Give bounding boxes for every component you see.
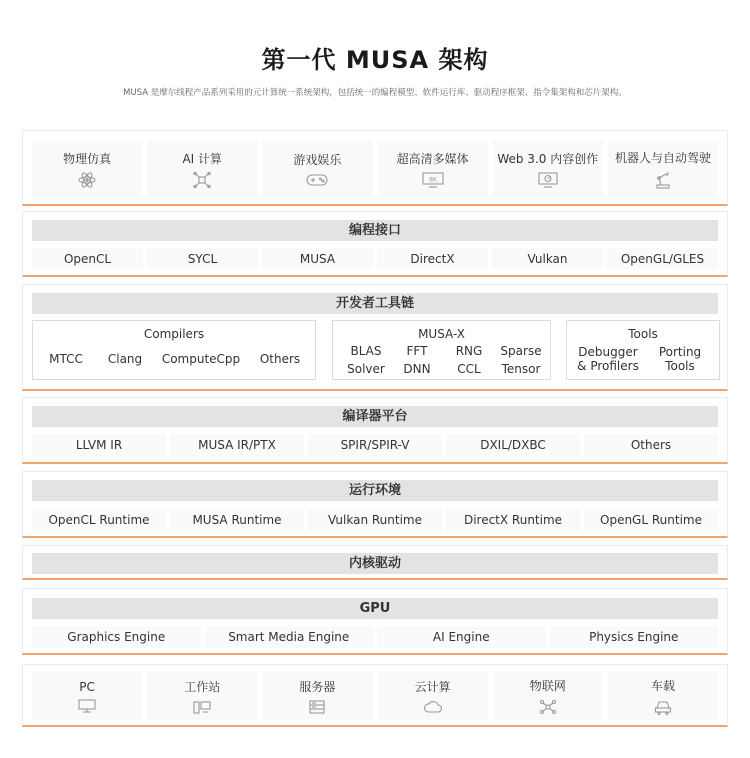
app-web3-creation xyxy=(493,141,603,196)
page-subtitle: MUSA 是摩尔线程产品系列采用的元计算统一系统架构，包括统一的编程模型、软件运行库、驱动程序框架、指令集架构和芯片架构。 xyxy=(123,88,627,98)
app-uhd-multimedia xyxy=(378,141,488,196)
cloud-icon xyxy=(423,700,443,714)
devices-layer xyxy=(22,664,728,727)
developer-toolchain-layer xyxy=(22,284,728,391)
app-label: 游戏娱乐 xyxy=(293,152,342,167)
app-ai-computing xyxy=(147,141,257,196)
library-item: DNN xyxy=(403,362,431,376)
layer-title: GPU xyxy=(32,598,718,619)
atom-icon xyxy=(78,172,96,188)
device-label: 物联网 xyxy=(529,679,566,693)
device-vehicle xyxy=(608,672,718,720)
group-title: MUSA-X xyxy=(418,327,465,341)
device-label: 服务器 xyxy=(299,680,336,694)
ir-item: SPIR/SPIR-V xyxy=(308,434,442,456)
device-cloud xyxy=(378,672,488,720)
api-item: DirectX xyxy=(377,248,488,269)
group-title: Tools xyxy=(628,327,658,341)
device-label: 云计算 xyxy=(414,680,451,694)
app-label: AI 计算 xyxy=(182,151,223,166)
compiler-item: ComputeCpp xyxy=(161,352,241,366)
device-label: PC xyxy=(79,679,95,694)
group-title: Compilers xyxy=(143,327,205,341)
layer-title: 编译器平台 xyxy=(32,406,718,427)
neural-network-icon xyxy=(193,172,211,188)
library-item: Sparse xyxy=(500,344,542,358)
library-item: Tensor xyxy=(501,362,541,376)
runtime-item: MUSA Runtime xyxy=(170,509,304,531)
runtime-item: OpenGL Runtime xyxy=(584,509,718,531)
device-label: 车载 xyxy=(650,679,675,693)
8k-display-icon xyxy=(422,172,444,188)
robot-arm-icon xyxy=(653,171,673,189)
layer-title: 运行环境 xyxy=(32,480,718,501)
compilers-group xyxy=(32,320,316,380)
device-workstation xyxy=(147,672,257,720)
library-item: Solver xyxy=(347,362,385,376)
library-item: BLAS xyxy=(350,344,382,358)
device-label: 工作站 xyxy=(184,680,221,694)
app-label: 超高清多媒体 xyxy=(396,151,469,166)
device-server xyxy=(262,672,372,720)
creator-screen-icon xyxy=(538,172,558,188)
compiler-item: Others xyxy=(259,352,301,366)
engine-item: Smart Media Engine xyxy=(205,626,374,648)
api-item: MUSA xyxy=(262,248,373,269)
car-icon xyxy=(654,699,672,715)
library-item: CCL xyxy=(457,362,481,376)
ir-item: MUSA IR/PTX xyxy=(170,434,304,456)
api-item: Vulkan xyxy=(492,248,603,269)
ir-item: DXIL/DXBC xyxy=(446,434,580,456)
runtime-layer xyxy=(22,471,728,538)
iot-icon xyxy=(539,699,557,715)
page-title: 第一代 MUSA 架构 xyxy=(261,46,489,74)
gamepad-icon xyxy=(306,173,328,187)
ir-item: Others xyxy=(584,434,718,456)
api-item: OpenGL/GLES xyxy=(607,248,718,269)
tool-item: Debugger & Profilers xyxy=(577,345,639,373)
gpu-layer xyxy=(22,588,728,655)
compiler-item: Clang xyxy=(107,352,143,366)
library-item: RNG xyxy=(455,344,483,358)
api-item: SYCL xyxy=(147,248,258,269)
app-robotics-autonomous xyxy=(608,141,718,196)
tool-item: Porting Tools xyxy=(658,345,702,373)
api-item: OpenCL xyxy=(32,248,143,269)
device-pc xyxy=(32,672,142,720)
pc-icon xyxy=(78,699,96,713)
svg-text:8K: 8K xyxy=(428,176,437,183)
engine-item: Graphics Engine xyxy=(32,626,201,648)
kernel-driver-layer xyxy=(22,545,728,580)
engine-item: Physics Engine xyxy=(550,626,719,648)
engine-item: AI Engine xyxy=(377,626,546,648)
ir-item: LLVM IR xyxy=(32,434,166,456)
musa-x-group xyxy=(332,320,551,380)
compiler-item: MTCC xyxy=(49,352,83,366)
workstation-icon xyxy=(193,700,211,714)
programming-interface-layer xyxy=(22,211,728,277)
compiler-platform-layer xyxy=(22,397,728,464)
app-label: 物理仿真 xyxy=(63,151,112,166)
device-iot xyxy=(493,672,603,720)
app-label: 机器人与自动驾驶 xyxy=(614,150,711,165)
runtime-item: OpenCL Runtime xyxy=(32,509,166,531)
runtime-item: Vulkan Runtime xyxy=(308,509,442,531)
layer-title: 编程接口 xyxy=(32,220,718,241)
app-physics-simulation xyxy=(32,141,142,196)
library-item: FFT xyxy=(406,344,428,358)
tools-group xyxy=(566,320,720,380)
server-icon xyxy=(309,700,325,714)
app-gaming-entertainment xyxy=(262,141,372,196)
runtime-item: DirectX Runtime xyxy=(446,509,580,531)
app-label: Web 3.0 内容创作 xyxy=(497,151,599,166)
layer-title: 内核驱动 xyxy=(32,553,718,574)
applications-layer xyxy=(22,130,728,206)
layer-title: 开发者工具链 xyxy=(32,293,718,314)
